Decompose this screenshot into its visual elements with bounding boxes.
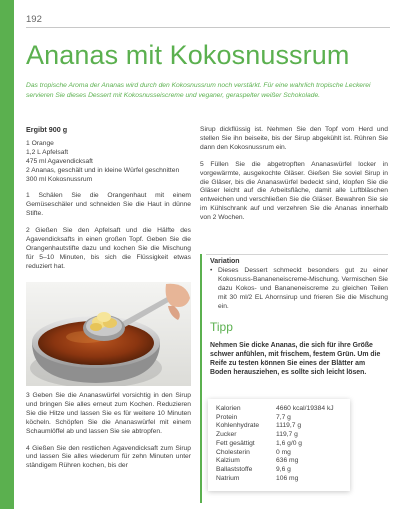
ingredient-item: 300 ml Kokosnussrum	[26, 175, 93, 183]
tipp-heading: Tipp	[210, 319, 233, 334]
nutrition-label: Kalzium	[216, 457, 240, 465]
bullet-icon: •	[210, 267, 213, 274]
page-edge-accent-bar	[0, 0, 14, 509]
yield-heading: Ergibt 900 g	[26, 125, 68, 134]
step-3: 3 Geben Sie die Ananaswürfel vorsichtig in den Sirup und bringen Sie alles erneut zum Kochen. Reduzieren Sie die Hitze und lassen Sie es für weitere 10 Minuten köcheln. Schöpfen Sie die Ananaswürfel mit einem Schaumlöffel ab und lassen Sie sie abtropfen.	[26, 392, 191, 435]
variation-heading: Variation	[210, 258, 240, 265]
nutrition-value: 106 mg	[276, 474, 299, 482]
nutrition-value: 7,7 g	[276, 413, 291, 421]
nutrition-value: 4660 kcal/19384 kJ	[276, 405, 334, 412]
tipp-text: Nehmen Sie dicke Ananas, die sich für ihre Größe schwer anfühlen, mit frischem, festem Grün. Um die Reife zu testen können Sie eines der Blätter am Boden herausziehen, es sollte sich leicht lösen.	[210, 341, 381, 377]
ingredient-item: 1,2 L Apfelsaft	[26, 148, 69, 156]
ingredient-item: 2 Ananas, geschält und in kleine Würfel geschnitten	[26, 166, 180, 174]
step-5: 5 Füllen Sie die abgetropften Ananaswürfel locker in vorgewärmte, ausgekochte Gläser. Gießen Sie soviel Sirup in die Gläser, bis die Ananaswürfel bedeckt sind, klopfen Sie die Gläser leicht auf die Arbeitsfläche, damit alle Luftbläschen entweichen und verschließen Sie die Gläser. Bewahren Sie sie im Kühlschrank auf und verzehren Sie die Ananas innerhalb von 2 Wochen.	[200, 160, 388, 222]
variation-text: Dieses Dessert schmeckt besonders gut zu einer Kokosnuss-Bananeneiscreme-Mischung. Vermischen Sie dazu Kokos- und Bananeneiscreme zu gleichen Teilen mit 30 ml/2 EL Ahornsirup und frieren Sie die Mischung ein.	[218, 267, 388, 310]
recipe-title: Ananas mit Kokosnussrum	[26, 40, 350, 70]
nutrition-row	[216, 449, 342, 458]
nutrition-row	[216, 431, 342, 440]
recipe-photo	[26, 282, 191, 386]
nutrition-value: 1119,7 g	[276, 422, 302, 430]
ingredient-item: 475 ml Agavendicksaft	[26, 157, 93, 165]
page-number: 192	[26, 14, 42, 25]
nutrition-value: 1,6 g/0 g	[276, 439, 303, 447]
nutrition-row	[216, 466, 342, 475]
nutrition-table	[208, 399, 350, 491]
nutrition-label: Kalorien	[216, 405, 241, 412]
nutrition-label: Natrium	[216, 474, 240, 482]
right-column	[200, 126, 388, 223]
nutrition-value: 119,7 g	[276, 431, 298, 439]
step-4-continued: Sirup dickflüssig ist. Nehmen Sie den Topf vom Herd und stellen Sie ihn beiseite, bis der Sirup abgekühlt ist. Rühren Sie dann den Kokosnussrum ein.	[200, 126, 388, 151]
nutrition-label: Ballaststoffe	[216, 465, 253, 473]
nutrition-label: Fett gesättigt	[216, 439, 255, 447]
variation-item	[210, 267, 388, 312]
recipe-intro: Das tropische Aroma der Ananas wird durch den Kokosnussrum noch verstärkt. Für eine wahrlich tropische Leckerei servieren Sie dieses Dessert mit Kokosnusseiscreme und veganer, geraspelter weißer Schokolade.	[26, 82, 371, 99]
nutrition-value: 0 mg	[276, 448, 291, 456]
nutrition-label: Cholesterin	[216, 448, 250, 456]
ingredient-item: 1 Orange	[26, 139, 54, 147]
step-4: 4 Gießen Sie den restlichen Agavendicksaft zum Sirup und lassen Sie alles wiederum für zehn Minuten unter ständigem Rühren kochen, bis der	[26, 444, 191, 470]
left-column-lower	[26, 392, 191, 471]
nutrition-row	[216, 475, 342, 484]
nutrition-label: Zucker	[216, 431, 237, 439]
nutrition-row	[216, 414, 342, 423]
ingredient-list	[26, 140, 191, 185]
pot-with-ladle-illustration	[26, 282, 191, 386]
nutrition-row	[216, 422, 342, 431]
nutrition-label: Kohlenhydrate	[216, 422, 260, 430]
left-column	[26, 126, 191, 272]
step-2: 2 Gießen Sie den Apfelsaft und die Hälfte des Agavendicksafts in einen großen Topf. Geben Sie die Orangenhautstifte dazu und kochen Sie die Mischung für 5–10 Minuten, bis sich die Flüssigkeit etwas reduziert hat.	[26, 227, 191, 270]
nutrition-value: 636 mg	[276, 457, 299, 465]
step-1: 1 Schälen Sie die Orangenhaut mit einem Gemüseschäler und schneiden Sie die Haut in dünne Stifte.	[26, 192, 191, 218]
header-divider	[26, 27, 390, 28]
nutrition-label: Protein	[216, 413, 238, 421]
nutrition-value: 9,6 g	[276, 465, 291, 473]
nutrition-row	[216, 405, 342, 414]
nutrition-row	[216, 440, 342, 449]
nutrition-row	[216, 457, 342, 466]
